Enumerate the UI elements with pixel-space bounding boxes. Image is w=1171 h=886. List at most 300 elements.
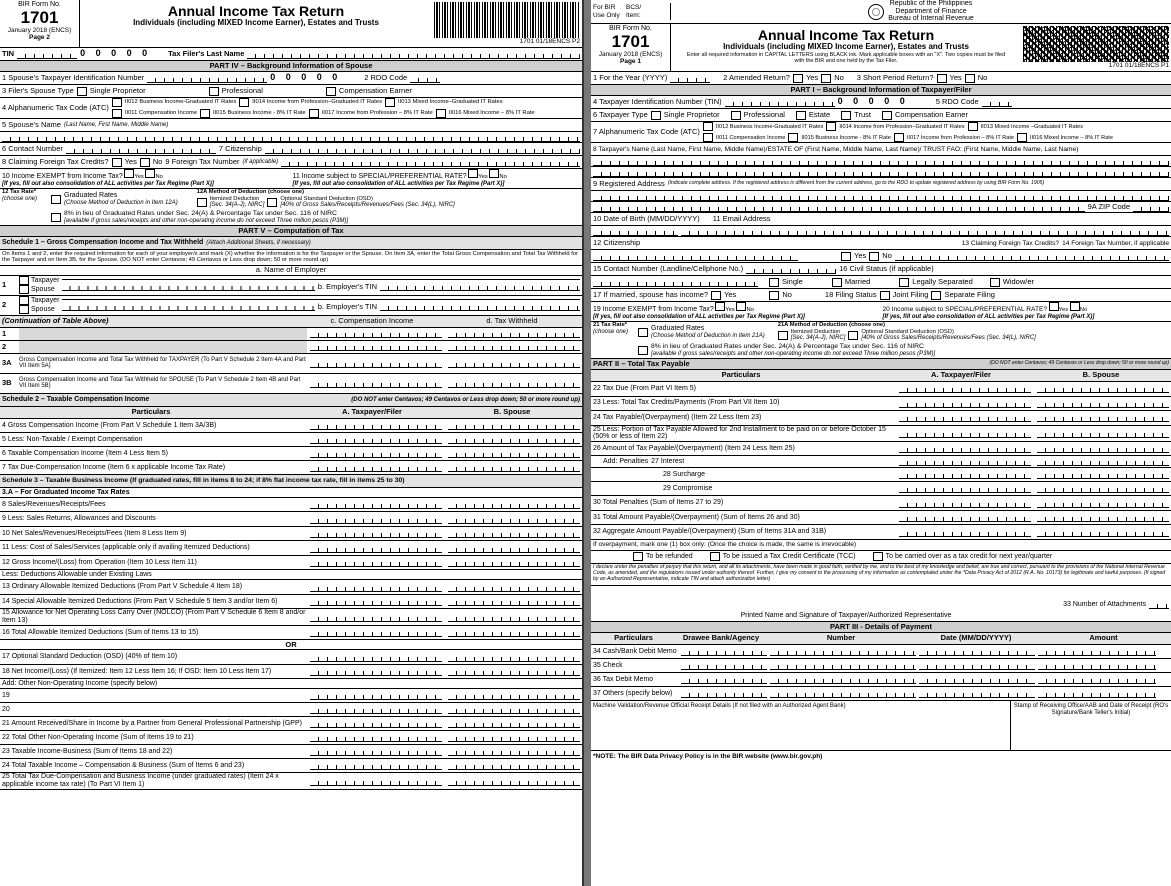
schedule3-heading: Schedule 3 – Taxable Business Income (If graduated rates, fill in items 8 to 24; if 8% flat income tax rate, fill in items 25 to 30) [0, 475, 582, 488]
taxpayer-amount-input[interactable] [899, 484, 1031, 493]
bir-top-strip [591, 0, 1171, 24]
citizenship-input[interactable] [265, 145, 580, 154]
amount-row [591, 382, 1171, 397]
osd-hint: [40% of Gross Sales/Receipts/Revenues/Fees (Sec. 34(L), NIRC] [280, 202, 455, 209]
no-checkbox[interactable] [145, 169, 155, 178]
spouse-amount-input[interactable] [448, 500, 580, 509]
atc-option: II016 Mixed Income – 8% IT Rate [1030, 134, 1113, 141]
tcc-checkbox[interactable] [710, 552, 720, 561]
citizenship-label: 7 Citizenship [218, 144, 262, 154]
yes-checkbox[interactable] [937, 74, 947, 83]
spouse-amount-input[interactable] [1037, 384, 1169, 393]
atc-option: II013 Mixed Income –Graduated IT Rates [980, 123, 1084, 130]
yes-checkbox[interactable] [468, 169, 478, 178]
atc-checkbox[interactable] [200, 109, 210, 118]
spouse-amount-input[interactable] [448, 761, 580, 770]
row-exempt [0, 169, 582, 189]
employer-name-input[interactable] [62, 282, 314, 291]
yes-checkbox[interactable] [124, 169, 134, 178]
address-cells[interactable] [593, 203, 1085, 212]
employer-name-input[interactable] [62, 279, 580, 280]
taxpayer-amount-input[interactable] [310, 691, 442, 700]
refund-checkbox[interactable] [633, 552, 643, 561]
schedule1-continuation-header [0, 316, 582, 328]
tax-withheld-input[interactable] [448, 359, 580, 368]
drawee-bank-input[interactable] [681, 661, 767, 670]
taxpayer-amount-input[interactable] [310, 421, 442, 430]
taxpayer-checkbox[interactable] [19, 276, 29, 285]
address-cells[interactable] [593, 192, 1169, 201]
amended-label: 2 Amended Return? [723, 73, 790, 83]
exempt-label: 19 Income EXEMPT from Income Tax? [593, 306, 714, 314]
spouse-amount-input[interactable] [1037, 399, 1169, 408]
separate-checkbox[interactable] [931, 291, 941, 300]
no-checkbox[interactable] [769, 291, 779, 300]
atc-checkbox[interactable] [309, 109, 319, 118]
payment-label: 34 Cash/Bank Debit Memo [593, 647, 677, 655]
amount-row [0, 433, 582, 447]
spouse-amount-input[interactable] [1037, 470, 1169, 479]
payment-amount-input[interactable] [1038, 647, 1156, 656]
payment-number-input[interactable] [770, 647, 916, 656]
amount-row [591, 411, 1171, 426]
atc-checkbox[interactable] [1017, 133, 1027, 142]
taxpayer-amount-input[interactable] [899, 499, 1031, 508]
itemized-checkbox[interactable] [197, 198, 207, 207]
amount-row [0, 541, 582, 556]
taxpayer-amount-input[interactable] [310, 719, 442, 728]
taxpayer-amount-input[interactable] [310, 777, 442, 786]
signature-area[interactable] [591, 586, 1171, 622]
employer-tin-input[interactable] [380, 282, 580, 291]
comp-row-3b [0, 374, 582, 394]
spouse-amount-input[interactable] [448, 653, 580, 662]
spouse-amount-input[interactable] [448, 421, 580, 430]
spouse-name-input[interactable] [0, 132, 582, 143]
taxpayer-amount-input[interactable] [310, 597, 442, 606]
itemized-hint: [Sec. 34(A-J), NIRC] [209, 202, 265, 209]
spouse-amount-input[interactable] [1037, 444, 1169, 453]
taxpayer-amount-input[interactable] [899, 528, 1031, 537]
spouse-amount-input[interactable] [1037, 513, 1169, 522]
tax-rate-label: 21 Tax Rate* [593, 322, 628, 329]
amount-row [0, 717, 582, 731]
taxpayer-amount-input[interactable] [310, 613, 442, 622]
atc-checkbox[interactable] [703, 133, 713, 142]
tax-withheld-input[interactable] [448, 329, 580, 338]
atc-checkbox[interactable] [112, 109, 122, 118]
eight-percent-hint: [available if gross sales/receipts and other non-operating income do not exceed Three million pesos (P3M)] [651, 351, 936, 358]
graduated-rates-checkbox[interactable] [51, 195, 61, 204]
row-citizenship-input [591, 250, 1171, 263]
itemized-checkbox[interactable] [778, 331, 788, 340]
atc-label: 4 Alphanumeric Tax Code (ATC) [2, 103, 109, 113]
carry-over-checkbox[interactable] [873, 552, 883, 561]
form-subtitle: Individuals (including MIXED Income Earner), Estates and Trusts [133, 18, 379, 28]
spouse-amount-input[interactable] [448, 691, 580, 700]
payment-amount-input[interactable] [1038, 675, 1156, 684]
part2-heading [591, 359, 1171, 370]
spouse-amount-input[interactable] [448, 613, 580, 622]
row-label: 30 Total Penalties (Sum of Items 27 to 29) [593, 499, 724, 507]
civil-checkbox[interactable] [832, 278, 842, 287]
atc-option: II014 Income from Profession–Graduated IT Rates [252, 99, 382, 106]
overpayment-options [591, 551, 1171, 564]
payment-date-input[interactable] [919, 689, 1035, 698]
schedule1-note: On Items 1 and 2, enter the required information for each of your employer/s and mark (X) whether the information is for the Taxpayer or the Spouse. On Item 3A, enter the Total Gross Compensation and Total Tax Withheld for the Taxpayer and on Item 3B, for the Spouse. (DO NOT enter Centavos; 49 Centavos or Less drop down; 50 or more round up) [0, 250, 582, 266]
amount-row [0, 595, 582, 610]
foreign-tax-label: 14 Foreign Tax Number, if applicable [1062, 239, 1169, 247]
employer-name-col: a. Name of Employer [0, 266, 582, 276]
spouse-checkbox[interactable] [19, 305, 29, 314]
tin-zeros: 0 0 0 0 0 [837, 96, 909, 107]
name-cells[interactable] [593, 157, 1169, 166]
payment-number-input[interactable] [770, 689, 916, 698]
year-input[interactable] [670, 74, 710, 83]
email-input[interactable] [681, 227, 1169, 236]
form-number-box [0, 0, 80, 47]
civil-checkbox[interactable] [769, 278, 779, 287]
civil-checkbox[interactable] [990, 278, 1000, 287]
carry-over-label: To be carried over as a tax credit for next year/quarter [885, 553, 1053, 561]
yes-checkbox[interactable] [715, 302, 725, 311]
no-checkbox[interactable] [140, 158, 150, 167]
dob-input[interactable] [593, 227, 678, 236]
taxpayer-amount-input[interactable] [310, 747, 442, 756]
employer-row-1 [0, 276, 582, 296]
tax-withheld-input[interactable] [448, 342, 580, 351]
attachments-input[interactable] [1149, 600, 1169, 609]
payment-number-input[interactable] [770, 675, 916, 684]
amount-row [0, 609, 582, 625]
taxpayer-amount-input[interactable] [310, 583, 442, 592]
graduated-hint: (Choose Method of Deduction in Item 12A) [64, 199, 178, 206]
spouse-col: B. Spouse [493, 407, 531, 417]
row-spouse-tin [0, 72, 582, 85]
no-checkbox[interactable] [965, 74, 975, 83]
professional-checkbox[interactable] [209, 87, 219, 96]
row-label: 22 Total Other Non-Operating Income (Sum of Items 19 to 21) [2, 734, 194, 742]
atc-checkbox[interactable] [968, 122, 978, 131]
type-checkbox[interactable] [796, 111, 806, 120]
taxpayer-name-input-2[interactable] [591, 167, 1171, 178]
row-civil-status [591, 276, 1171, 289]
part3-heading: PART III - Details of Payment [591, 622, 1171, 633]
eight-percent-label: 8% in lieu of Graduated Rates under Sec. 24(A) & Percentage Tax under Sec. 116 of NIRC [651, 343, 924, 351]
spouse-amount-input[interactable] [448, 597, 580, 606]
taxpayer-amount-input[interactable] [310, 653, 442, 662]
spouse-amount-input[interactable] [448, 719, 580, 728]
payment-date-input[interactable] [919, 675, 1035, 684]
row-label: 7 Tax Due-Compensation Income (Item 6 x applicable Income Tax Rate) [2, 463, 226, 471]
yes-checkbox[interactable] [841, 252, 851, 261]
drawee-bank-input[interactable] [681, 647, 767, 656]
bir-label: Bureau of Internal Revenue [888, 15, 974, 23]
type-checkbox[interactable] [651, 111, 661, 120]
taxpayer-amount-input[interactable] [310, 628, 442, 637]
spouse-amount-input[interactable] [448, 583, 580, 592]
email-label: 11 Email Address [712, 214, 771, 224]
payment-label: 36 Tax Debit Memo [593, 675, 654, 683]
employer-name-input[interactable] [62, 302, 314, 311]
spouse-amount-input[interactable] [448, 463, 580, 472]
taxpayer-amount-input[interactable] [310, 544, 442, 553]
taxpayer-amount-input[interactable] [310, 667, 442, 676]
filing-option: Joint Filing [892, 290, 929, 300]
exempt-hint: [If yes, fill out also consolidation of ALL activities per Tax Regime (Part X)] [2, 181, 214, 188]
schedule2-col-header [0, 407, 582, 419]
osd-checkbox[interactable] [848, 331, 858, 340]
last-name-input[interactable] [247, 50, 580, 59]
row-label: 9 Less: Sales Returns, Allowances and Discounts [2, 515, 156, 523]
amount-row [0, 498, 582, 513]
spouse-amount-input[interactable] [448, 544, 580, 553]
employer-tin-label: b. Employer's TIN [317, 281, 377, 291]
spouse-amount-input[interactable] [1037, 457, 1169, 466]
taxpayer-amount-input[interactable] [310, 463, 442, 472]
bir-use-label: For BIR Use Only [593, 4, 620, 19]
atc-checkbox[interactable] [436, 109, 446, 118]
spouse-amount-input[interactable] [448, 529, 580, 538]
rdo-input[interactable] [982, 98, 1012, 107]
no-checkbox[interactable] [736, 302, 746, 311]
type-checkbox[interactable] [882, 111, 892, 120]
special-rate-hint: [If yes, fill out also consolidation of ALL activities per Tax Regime (Part X)] [292, 181, 505, 188]
tin-zeros: 0 0 0 0 0 [80, 48, 152, 59]
row-spouse-income [591, 289, 1171, 302]
taxpayer-name-input[interactable] [591, 156, 1171, 167]
taxpayer-amount-input[interactable] [899, 513, 1031, 522]
no-checkbox[interactable] [1070, 302, 1080, 311]
spouse-amount-input[interactable] [448, 777, 580, 786]
single-proprietor-checkbox[interactable] [77, 87, 87, 96]
form-number: 1701 [20, 7, 59, 27]
taxpayer-amount-input[interactable] [310, 515, 442, 524]
no-label: No [834, 73, 844, 83]
taxpayer-label: Taxpayer [31, 277, 60, 285]
taxpayer-checkbox[interactable] [19, 296, 29, 305]
spouse-amount-input[interactable] [448, 733, 580, 742]
taxpayer-amount-input[interactable] [310, 435, 442, 444]
type-checkbox[interactable] [731, 111, 741, 120]
spouse-amount-input[interactable] [1037, 429, 1169, 438]
address-input[interactable] [591, 191, 1171, 202]
foreign-tax-number-label: 9 Foreign Tax Number [165, 157, 240, 167]
civil-status-label: 16 Civil Status (if applicable) [839, 264, 934, 274]
payment-number-input[interactable] [770, 661, 916, 670]
compensation-earner-checkbox[interactable] [326, 87, 336, 96]
shaded-cell [19, 328, 307, 340]
atc-checkbox[interactable] [385, 98, 395, 107]
tin-label: TIN [2, 49, 15, 59]
taxpayer-amount-input[interactable] [310, 529, 442, 538]
atc-option: II015 Business Income - 8% IT Rate [212, 110, 306, 117]
taxpayer-amount-input[interactable] [899, 470, 1031, 479]
bir-seal-icon [868, 4, 884, 20]
opt-label: Professional [221, 86, 263, 96]
foreign-credit-label: 8 Claiming Foreign Tax Credits? [2, 157, 109, 167]
atc-checkbox[interactable] [112, 98, 122, 107]
yes-label: Yes [725, 307, 735, 314]
pay-col: Amount [1089, 633, 1118, 643]
taxpayer-amount-input[interactable] [899, 457, 1031, 466]
row-label: 20 [2, 706, 10, 714]
contact-input[interactable] [746, 265, 836, 274]
form-subtitle: Individuals (including MIXED Income Earner), Estates and Trusts [723, 42, 969, 52]
spouse-amount-input[interactable] [448, 628, 580, 637]
spouse-amount-input[interactable] [448, 449, 580, 458]
citizenship-input[interactable] [593, 252, 798, 261]
employer-name-input[interactable] [62, 299, 580, 300]
spouse-amount-input[interactable] [448, 747, 580, 756]
row-atc [591, 122, 1171, 143]
spouse-amount-input[interactable] [1037, 499, 1169, 508]
row-label: 31 Total Amount Payable/(Overpayment) (Sum of Items 26 and 30) [593, 513, 800, 521]
taxpayer-amount-input[interactable] [310, 558, 442, 567]
payment-date-input[interactable] [919, 661, 1035, 670]
contact-input[interactable] [66, 145, 216, 154]
part2-col-header [591, 370, 1171, 382]
spouse-amount-input[interactable] [448, 515, 580, 524]
type-checkbox[interactable] [841, 111, 851, 120]
tax-withheld-input[interactable] [448, 379, 580, 388]
spouse-checkbox[interactable] [19, 285, 29, 294]
pay-col: Particulars [614, 633, 653, 643]
filing-option: Separate Filing [944, 290, 995, 300]
amount-row [0, 731, 582, 745]
form-page-1 [591, 0, 1171, 886]
spouse-amount-input[interactable] [448, 705, 580, 714]
taxpayer-amount-input[interactable] [310, 733, 442, 742]
drawee-bank-input[interactable] [681, 675, 767, 684]
form-title: Annual Income Tax Return [757, 27, 935, 44]
taxpayer-amount-input[interactable] [899, 413, 1031, 422]
name-cells[interactable] [593, 168, 1169, 177]
taxpayer-amount-input[interactable] [310, 761, 442, 770]
row-label: 25 Total Tax Due-Compensation and Business Income (under graduated rates) (Item 24 x applicable income tax rate) (To Part VI Item 1) [2, 773, 279, 789]
compensation-input[interactable] [310, 342, 442, 351]
payment-amount-input[interactable] [1038, 661, 1156, 670]
payment-label: 35 Check [593, 661, 623, 669]
eight-percent-checkbox[interactable] [51, 213, 61, 222]
taxpayer-amount-input[interactable] [899, 384, 1031, 393]
no-checkbox[interactable] [821, 74, 831, 83]
foreign-tax-input[interactable] [281, 158, 580, 167]
schedule1-heading [0, 237, 582, 250]
taxpayer-amount-input[interactable] [310, 449, 442, 458]
spouse-amount-input[interactable] [448, 558, 580, 567]
taxpayer-label: Taxpayer [31, 297, 60, 305]
graduated-hint: (Choose Method of Deduction in Item 21A) [651, 332, 765, 339]
yes-checkbox[interactable] [1049, 302, 1059, 311]
compensation-input[interactable] [310, 359, 442, 368]
taxpayer-amount-input[interactable] [899, 399, 1031, 408]
spouse-amount-input[interactable] [1037, 484, 1169, 493]
page-label: Page 1 [620, 57, 641, 65]
yes-label: Yes [949, 73, 962, 83]
pay-col: Drawee Bank/Agency [682, 633, 760, 643]
payment-date-input[interactable] [919, 647, 1035, 656]
row-address [591, 178, 1171, 191]
method-label: 12A Method of Deduction (choose one) [196, 189, 305, 196]
spouse-amount-input[interactable] [448, 435, 580, 444]
osd-checkbox[interactable] [267, 198, 277, 207]
spouse-amount-input[interactable] [448, 667, 580, 676]
employer-tin-input[interactable] [380, 302, 580, 311]
foreign-tax-input[interactable] [895, 252, 1169, 261]
signature-caption: Printed Name and Signature of Taxpayer/Authorized Representative [740, 612, 952, 620]
spouse-tin-input[interactable] [147, 74, 267, 83]
yes-checkbox[interactable] [793, 74, 803, 83]
dof-label: Department of Finance [895, 7, 967, 15]
itemized-label: Itemized Deduction [790, 328, 841, 335]
yes-label: Yes [805, 73, 819, 83]
atc-checkbox[interactable] [703, 122, 713, 131]
payment-col-header [591, 633, 1171, 645]
tin-input[interactable] [725, 98, 835, 107]
compensation-input[interactable] [310, 379, 442, 388]
civil-checkbox[interactable] [899, 278, 909, 287]
bcs-label: BCS/ Item: [626, 4, 642, 19]
taxpayer-amount-input[interactable] [899, 429, 1031, 438]
taxpayer-col: A. Taxpayer/Filer [931, 370, 991, 380]
joint-checkbox[interactable] [880, 291, 890, 300]
row-label: 26 Amount of Tax Payable/(Overpayment) (Item 24 Less Item 25) [593, 444, 795, 452]
atc-checkbox[interactable] [788, 133, 798, 142]
yes-label: Yes [124, 157, 137, 167]
atc-label: 7 Alphanumeric Tax Code (ATC) [593, 127, 700, 137]
atc-checkbox[interactable] [239, 98, 249, 107]
spouse-amount-input[interactable] [1037, 528, 1169, 537]
contact-input-2[interactable] [593, 278, 758, 287]
row-dob [591, 213, 1171, 226]
taxpayer-amount-input[interactable] [310, 500, 442, 509]
atc-checkbox[interactable] [826, 122, 836, 131]
payment-amount-input[interactable] [1038, 689, 1156, 698]
rdo-input[interactable] [410, 74, 440, 83]
name-cells[interactable] [2, 133, 580, 142]
row-citizenship [591, 237, 1171, 250]
row-contact [591, 263, 1171, 276]
barcode-icon [1023, 26, 1169, 62]
spouse-amount-input[interactable] [1037, 413, 1169, 422]
row-3a-label: Gross Compensation Income and Total Tax Withheld for TAXPAYER (To Part V Schedule 2 Item 4A and Part VII Item 5A) [19, 356, 306, 370]
no-label: No [152, 157, 163, 167]
taxpayer-amount-input[interactable] [310, 705, 442, 714]
atc-checkbox[interactable] [894, 133, 904, 142]
overpayment-note: If overpayment, mark one (1) box only: (Once the choice is made, the same is irrevocable) [591, 540, 1171, 551]
tax-rate-label: 12 Tax Rate* [2, 189, 37, 196]
no-checkbox[interactable] [869, 252, 879, 261]
yes-checkbox[interactable] [711, 291, 721, 300]
no-checkbox[interactable] [489, 169, 499, 178]
zip-input[interactable] [1133, 203, 1169, 212]
taxpayer-amount-input[interactable] [899, 444, 1031, 453]
row-3b-label: Gross Compensation Income and Total Tax Withheld for SPOUSE (To Part V Schedule 2 Item 4B and Part VII Item 5B) [19, 376, 301, 390]
osd-label: Optional Standard Deduction (OSD) [280, 195, 373, 202]
graduated-rates-checkbox[interactable] [638, 328, 648, 337]
barcode-code: 1701 01/18ENCS P1 [1108, 62, 1169, 70]
type-option: Trust [854, 110, 871, 120]
row-label: 21 Amount Received/Share in Income by a Partner from General Professional Partnership (GPP) [2, 720, 302, 728]
address-input-2[interactable] [591, 202, 1171, 213]
declaration-text: I declare under the penalties of perjury that this return, and all its attachments, have been made in good faith, verified by me, and to the best of my knowledge and belief, are true and correct, pursuant to the provisions of the National Internal Revenue Code, as amended, and the regulations issued under authority thereof. Further, I give my consent to the processing of my information as contemplated under the *Data Privacy Act of 2012 (R.A. No. 10173) for legitimate and lawful purposes. (If signed by an Authorized Representative, indicate TIN and attach authorization letter) [591, 564, 1171, 586]
compensation-input[interactable] [310, 329, 442, 338]
yes-checkbox[interactable] [112, 158, 122, 167]
tin-cells[interactable] [17, 50, 77, 59]
eight-percent-checkbox[interactable] [638, 346, 648, 355]
drawee-bank-input[interactable] [681, 689, 767, 698]
